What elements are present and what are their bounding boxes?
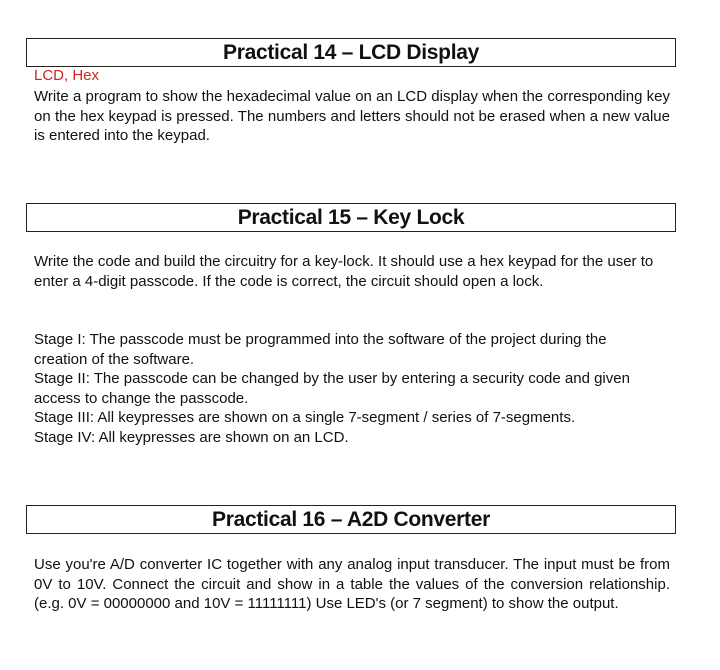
practical-16-description: Use you're A/D converter IC together with any analog input transducer. The input must be from 0V to 10V. Connect the circuit and show in a table the values of the conversion relationship. (e.g. 0V = 00000000 and 10V = 11111111) Use LED's (or 7 segment) to show the output. [34,556,670,612]
stage-2: Stage II: The passcode can be changed by the user by entering a security code and given access to change the passcode. [34,370,630,407]
practical-14-title: Practical 14 – LCD Display [26,38,676,67]
practical-15-description: Write the code and build the circuitry for a key-lock. It should use a hex keypad for the user to enter a 4-digit passcode. If the code is correct, the circuit should open a lock. [34,253,654,290]
stage-3: Stage III: All keypresses are shown on a single 7-segment / series of 7-segments. [34,409,576,426]
practical-16-title: Practical 16 – A2D Converter [26,505,676,534]
stage-4: Stage IV: All keypresses are shown on an LCD. [34,428,349,446]
practical-15-title: Practical 15 – Key Lock [26,203,676,232]
stage-1: Stage I: The passcode must be programmed into the software of the project during the creation of the software. [34,331,607,368]
practical-14-tag: LCD, Hex [34,67,100,84]
practical-14-description: Write a program to show the hexadecimal value on an LCD display when the corresponding key on the hex keypad is pressed. The numbers and letters should not be erased when a new value is entered into the keypad. [34,88,670,144]
practical-15-stages [34,330,660,447]
